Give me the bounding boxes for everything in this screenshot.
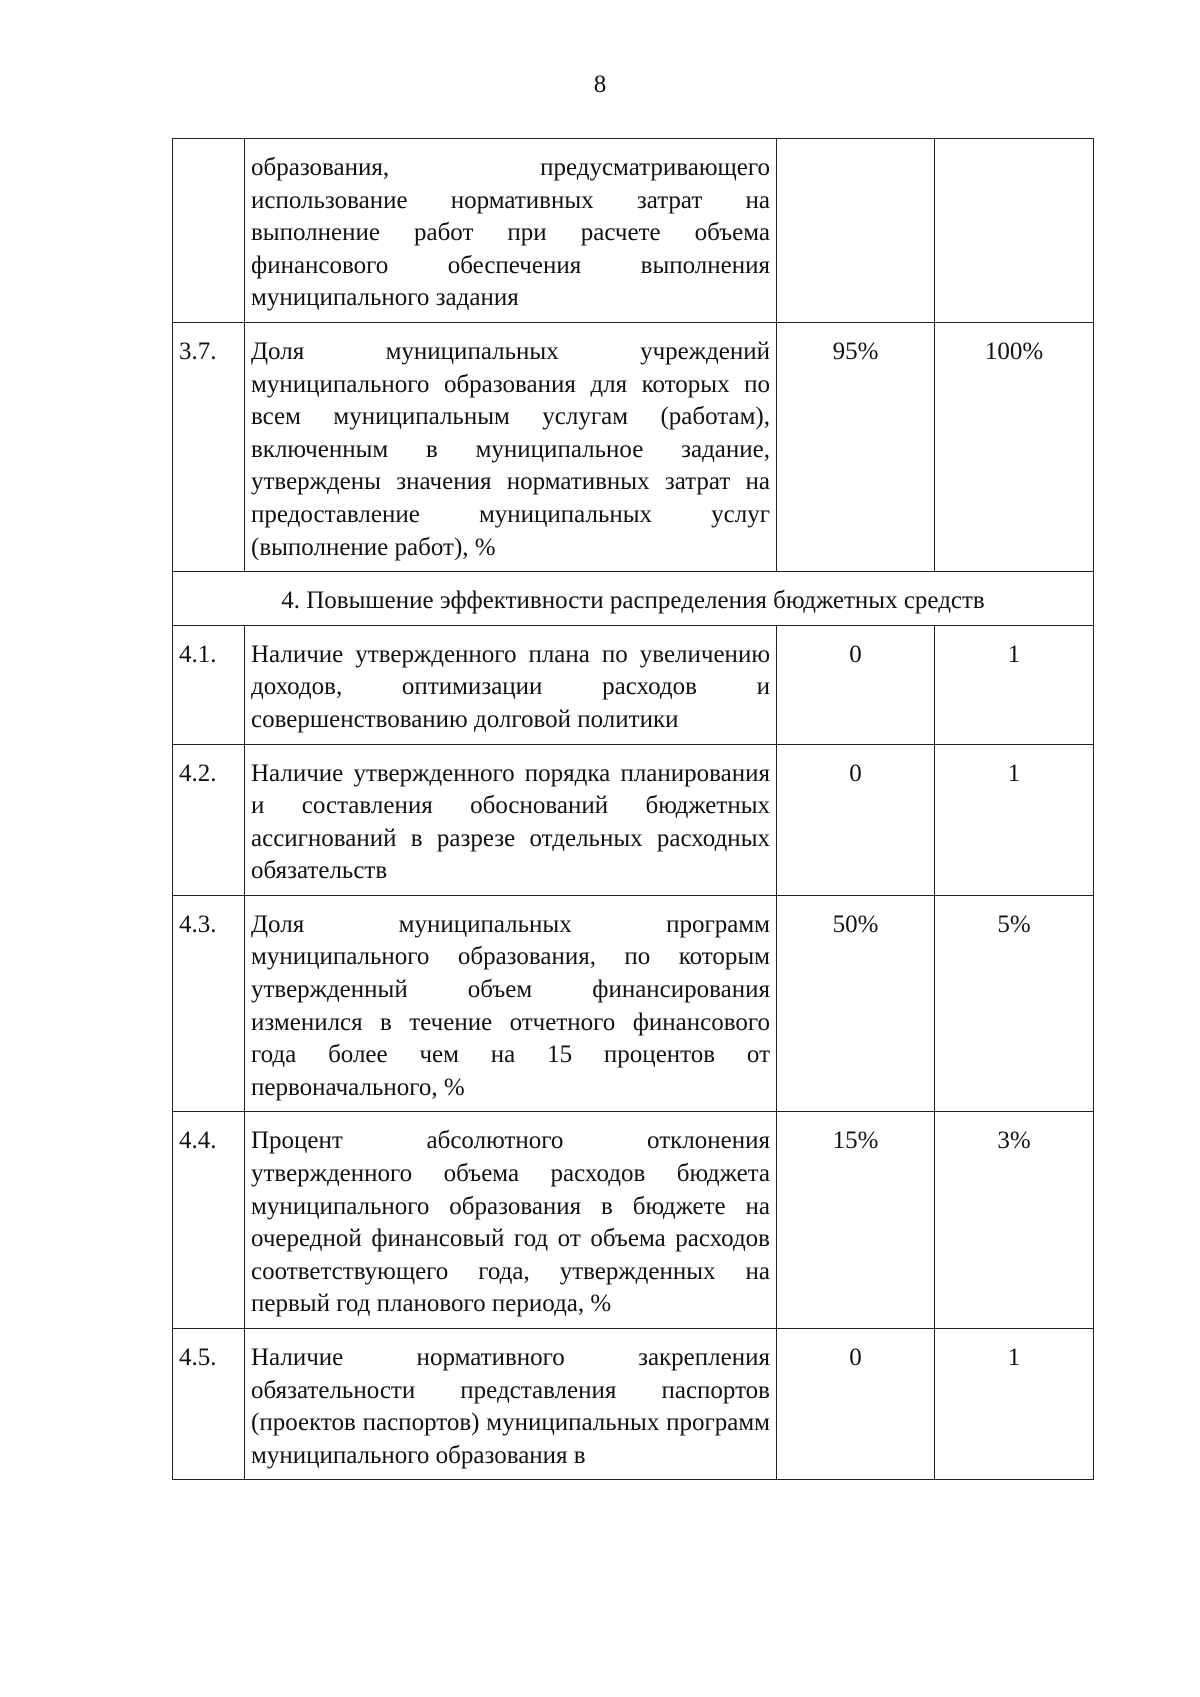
section-header-row [173,572,1094,626]
table-row [173,1112,1094,1329]
indicator-value-1: 50% [777,895,935,1112]
indicator-value-2: 100% [935,322,1094,571]
indicator-name: Наличие утвержденного плана по увеличению доходов, оптимизации расходов и совершенствованию долговой политики [245,625,777,744]
indicator-number: 4.4. [173,1112,245,1329]
indicator-value-1: 0 [777,744,935,895]
table-row [173,322,1094,571]
indicator-value-2: 5% [935,895,1094,1112]
indicator-number: 4.1. [173,625,245,744]
indicator-value-2: 3% [935,1112,1094,1329]
indicator-value-1: 95% [777,322,935,571]
indicator-number: 4.3. [173,895,245,1112]
indicator-value-1: 0 [777,625,935,744]
indicator-value-1 [777,139,935,323]
indicator-name: Процент абсолютного отклонения утвержденного объема расходов бюджета муниципального образования в бюджете на очередной финансовый год от объема расходов соответствующего года, утвержденных на первый год планового периода, % [245,1112,777,1329]
indicator-number [173,139,245,323]
table-row [173,895,1094,1112]
indicator-value-2 [935,139,1094,323]
indicator-value-2: 1 [935,625,1094,744]
section-title: 4. Повышение эффективности распределения бюджетных средств [173,572,1094,626]
indicator-number: 3.7. [173,322,245,571]
indicators-table-body [173,139,1094,1480]
table-row [173,1329,1094,1480]
indicator-number: 4.2. [173,744,245,895]
indicator-number: 4.5. [173,1329,245,1480]
indicator-name: Наличие нормативного закрепления обязательности представления паспортов (проектов паспортов) муниципальных программ муниципального образования в [245,1329,777,1480]
table-row [173,625,1094,744]
indicators-table [172,138,1094,1480]
table-row [173,744,1094,895]
indicator-value-1: 0 [777,1329,935,1480]
page-number: 8 [593,71,607,98]
indicator-value-1: 15% [777,1112,935,1329]
indicator-name: Наличие утвержденного порядка планирования и составления обоснований бюджетных ассигнований в разрезе отдельных расходных обязательств [245,744,777,895]
indicator-name: образования, предусматривающего использование нормативных затрат на выполнение работ при расчете объема финансового обеспечения выполнения муниципального задания [245,139,777,323]
indicator-name: Доля муниципальных программ муниципального образования, по которым утвержденный объем финансирования изменился в течение отчетного финансового года более чем на 15 процентов от первоначального, % [245,895,777,1112]
indicator-value-2: 1 [935,744,1094,895]
indicator-value-2: 1 [935,1329,1094,1480]
indicator-name: Доля муниципальных учреждений муниципального образования для которых по всем муниципальным услугам (работам), включенным в муниципальное задание, утверждены значения нормативных затрат на предоставление муниципальных услуг (выполнение работ), % [245,322,777,571]
table-row [173,139,1094,323]
